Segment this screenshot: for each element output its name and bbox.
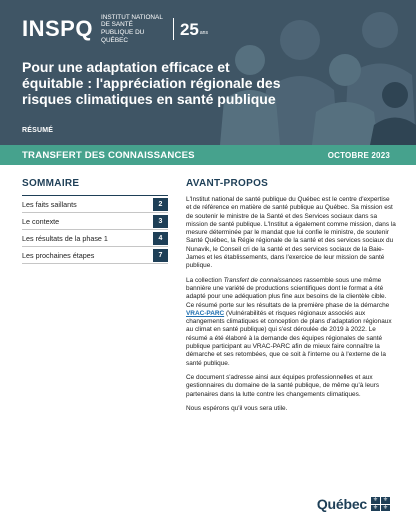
avant-propos-section: [186, 178, 396, 419]
toc-item-label: Les résultats de la phase 1: [22, 233, 108, 243]
fleur-de-lis-icon: ⚜: [381, 497, 390, 504]
table-of-contents: [22, 178, 168, 264]
toc-item[interactable]: [22, 230, 168, 247]
toc-item[interactable]: [22, 196, 168, 213]
fleur-de-lis-icon: ⚜: [381, 505, 390, 512]
document-title: Pour une adaptation efficace et équitable : l'appréciation régionale des risques climatiques en santé publique: [22, 59, 281, 107]
collection-name-italic: Transfert de connaissances: [223, 276, 303, 284]
anniversary-number: 25: [179, 19, 199, 39]
document-type: RÉSUMÉ: [22, 127, 54, 134]
paragraph-collection: [186, 277, 396, 368]
logo-subtitle: INSTITUT NATIONAL DE SANTÉ PUBLIQUE DU QUÉBEC: [100, 13, 163, 44]
paragraph-audience: Ce document s'adresse ainsi aux équipes professionnelles et aux gestionnaires du domaine de la santé publique, de même qu'à leurs partenaires dans la lutte contre les changements climatiques.: [186, 373, 380, 398]
logo-separator: [173, 18, 174, 40]
collection-band: [0, 145, 416, 165]
anniversary-mark: [180, 21, 208, 38]
paragraph-mission: L'Institut national de santé publique du Québec est le centre d'expertise et de référence en matière de santé publique au Québec. Sa mission est de soutenir le ministre de la Santé et des Services sociaux dans sa mission de santé publique. L'Institut a également comme mission, dans la mesure déterminée par le mandat que lui confie le ministre, de soutenir Santé Québec, la Régie régionale de la santé et des services sociaux du Nunavik, le Conseil cri de la santé et des services sociaux de la Baie-James et les établissements, dans l'exercice de leur mission de santé publique.: [186, 196, 396, 270]
logo-wordmark: INSPQ: [22, 16, 93, 41]
quebec-wordmark: Québec: [316, 496, 367, 512]
toc-page-number: 3: [153, 215, 168, 228]
cover-header: [0, 0, 416, 145]
fleur-de-lis-flag-icon: [371, 497, 390, 511]
toc-item-label: Le contexte: [22, 216, 60, 226]
fleur-de-lis-icon: ⚜: [371, 505, 380, 512]
inspq-logo: [22, 14, 208, 44]
toc-item-label: Les faits saillants: [22, 199, 77, 209]
vrac-parc-link[interactable]: VRAC-PARC: [186, 309, 225, 317]
toc-item-label: Les prochaines étapes: [22, 250, 95, 260]
toc-item[interactable]: [22, 213, 168, 230]
toc-title: SOMMAIRE: [22, 178, 168, 196]
fleur-de-lis-icon: ⚜: [371, 497, 380, 504]
paragraph-closing: Nous espérons qu'il vous sera utile.: [186, 404, 288, 412]
paragraph-collection-text-c: (Vulnérabilités et risques régionaux associés aux changements climatiques et conception de plans d'adaptation régionaux au climat en santé publique) qui s'est déroulée de 2019 à 2022. Le résumé a été élaboré à la demande des équipes régionales de santé publique participant au VRAC-PARC afin de mieux faire connaître la démarche et ses retombées, que ce soit à l'interne ou à l'externe de la santé publique.: [186, 309, 392, 367]
paragraph-collection-text-a: La collection: [186, 276, 224, 284]
publication-date: OCTOBRE 2023: [327, 151, 390, 160]
avant-propos-title: AVANT-PROPOS: [186, 178, 269, 189]
toc-page-number: 2: [153, 198, 168, 211]
anniversary-label: ans: [199, 29, 208, 36]
toc-page-number: 7: [153, 249, 168, 262]
collection-name: TRANSFERT DES CONNAISSANCES: [22, 150, 195, 161]
toc-item[interactable]: [22, 247, 168, 264]
paragraph-collection-text-b: rassemble sous une même bannière une variété de productions scientifiques dont le format a été adapté pour une adéquation plus fine aux besoins de la clientèle cible. Ce résumé porte sur les résultats de la première phase de la démarche: [186, 276, 390, 309]
toc-page-number: 4: [153, 232, 168, 245]
quebec-government-logo: [317, 496, 390, 512]
